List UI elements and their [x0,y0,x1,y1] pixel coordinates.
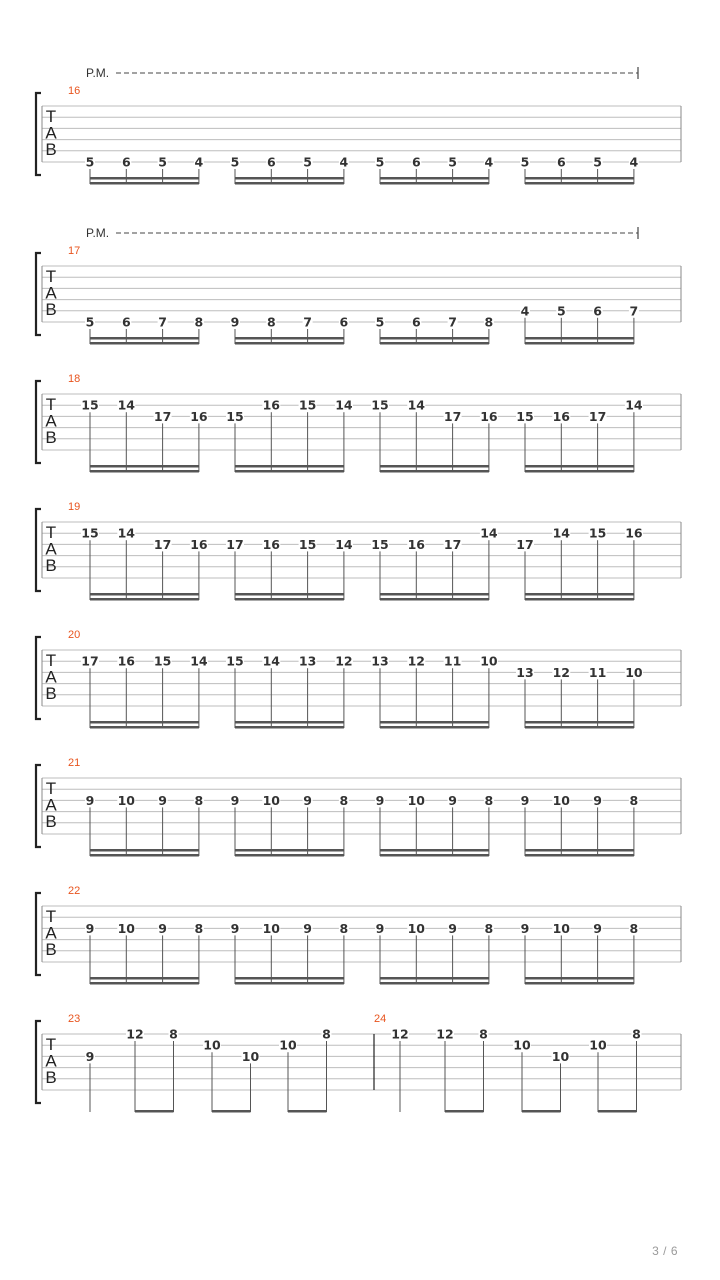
fret-number: 10 [203,1037,221,1053]
beam [380,854,489,857]
fret-number: 8 [339,792,349,808]
fret-number: 7 [448,314,457,330]
fret-number: 10 [513,1037,531,1053]
fret-number: 10 [241,1048,260,1064]
beam-secondary [525,849,634,852]
fret-number: 5 [85,314,95,330]
fret-number: 12 [407,653,426,669]
beam [235,598,344,601]
beam-secondary [525,977,634,980]
measure-number: 17 [68,245,81,257]
measure-number: 18 [68,373,81,385]
fret-number: 6 [121,154,131,170]
fret-number: 8 [632,1026,641,1042]
fret-number: 16 [262,536,281,552]
beam-secondary [235,593,344,596]
fret-number: 10 [552,792,571,808]
fret-number: 10 [551,1048,570,1064]
tab-clef-letter: B [45,556,57,575]
fret-number: 8 [194,920,204,936]
fret-number: 9 [85,920,95,936]
fret-number: 6 [339,314,349,330]
beam [380,470,489,473]
tab-clef-letter: B [45,140,57,159]
fret-number: 11 [443,653,462,669]
measure-number: 16 [68,85,81,97]
fret-number: 5 [230,154,240,170]
fret-number: 5 [593,154,602,170]
beam-secondary [380,977,489,980]
beam-secondary [235,849,344,852]
beam [235,982,344,985]
fret-number: 14 [625,397,643,413]
fret-number: 9 [520,920,530,936]
fret-number: 10 [480,653,498,669]
fret-number: 14 [552,525,571,541]
beam [90,470,199,473]
beam-secondary [235,977,344,980]
beam [235,854,344,857]
fret-number: 15 [516,408,534,424]
fret-number: 9 [303,920,312,936]
fret-number: 4 [520,303,530,319]
fret-number: 8 [194,792,204,808]
system-bracket [36,253,41,335]
fret-number: 11 [588,664,607,680]
beam-secondary [380,465,489,468]
fret-number: 16 [552,408,571,424]
fret-number: 4 [629,154,639,170]
fret-number: 6 [411,314,421,330]
tab-clef-letter: T [45,107,57,126]
fret-number: 9 [158,920,167,936]
fret-number: 16 [117,653,136,669]
fret-number: 10 [117,792,136,808]
beam-secondary [90,177,199,180]
fret-number: 6 [411,154,421,170]
tab-clef-letter: B [45,300,57,319]
beam-secondary [90,977,199,980]
beam [380,182,489,185]
system-bracket [36,509,41,591]
fret-number: 13 [298,653,317,669]
beam-secondary [380,337,489,340]
fret-number: 10 [407,792,426,808]
fret-number: 6 [266,154,276,170]
fret-number: 12 [335,653,353,669]
tab-clef-letter: T [45,779,57,798]
tab-clef-letter: A [45,923,57,943]
beam [525,598,634,601]
fret-number: 12 [552,664,571,680]
beam-secondary [525,593,634,596]
fret-number: 10 [262,920,281,936]
fret-number: 8 [484,920,494,936]
measure-number: 24 [374,1013,387,1025]
beam-secondary [380,177,489,180]
system-bracket [36,637,41,719]
fret-number: 17 [516,536,534,552]
fret-number: 8 [484,792,494,808]
beam [525,470,634,473]
beam-secondary [90,721,199,724]
fret-number: 10 [279,1037,297,1053]
fret-number: 9 [593,792,602,808]
beam-secondary [235,465,344,468]
fret-number: 8 [484,314,494,330]
beam-secondary [525,465,634,468]
system-bracket [36,765,41,847]
fret-number: 8 [339,920,349,936]
fret-number: 8 [629,920,639,936]
beam-secondary [90,849,199,852]
fret-number: 10 [589,1037,607,1053]
beam [525,854,634,857]
fret-number: 4 [339,154,349,170]
beam [235,182,344,185]
fret-number: 9 [158,792,167,808]
fret-number: 16 [190,408,208,424]
tab-clef-letter: T [45,1035,57,1054]
beam-secondary [235,337,344,340]
fret-number: 5 [375,314,385,330]
fret-number: 5 [556,303,566,319]
fret-number: 14 [262,653,281,669]
measure-number: 19 [68,501,81,513]
beam [90,854,199,857]
fret-number: 9 [230,920,240,936]
tab-clef-letter: B [45,812,57,831]
beam [90,598,199,601]
beam [235,342,344,345]
fret-number: 5 [448,154,457,170]
beam [525,182,634,185]
fret-number: 16 [407,536,426,552]
fret-number: 12 [436,1026,454,1042]
beam [90,726,199,729]
fret-number: 10 [262,792,281,808]
measure-number: 21 [68,757,81,769]
fret-number: 9 [448,920,457,936]
tab-clef-letter: A [45,667,57,687]
fret-number: 9 [85,1048,95,1064]
tab-clef-letter: T [45,523,57,542]
fret-number: 7 [629,303,639,319]
fret-number: 9 [303,792,312,808]
beam [235,470,344,473]
beam [598,1110,637,1113]
fret-number: 15 [298,536,317,552]
fret-number: 14 [117,397,136,413]
beam-secondary [235,177,344,180]
fret-number: 4 [194,154,204,170]
fret-number: 16 [190,536,208,552]
beam-secondary [525,721,634,724]
fret-number: 10 [552,920,571,936]
fret-number: 10 [117,920,136,936]
fret-number: 17 [588,408,607,424]
fret-number: 8 [629,792,639,808]
fret-number: 9 [375,920,385,936]
fret-number: 15 [371,536,389,552]
fret-number: 4 [484,154,494,170]
beam [288,1110,327,1113]
fret-number: 10 [625,664,643,680]
beam [90,982,199,985]
beam [525,342,634,345]
fret-number: 8 [194,314,204,330]
palm-mute-label: P.M. [86,226,110,240]
beam [380,598,489,601]
beam [235,726,344,729]
tab-clef-letter: A [45,1051,57,1071]
tab-clef-letter: T [45,395,57,414]
fret-number: 9 [375,792,385,808]
fret-number: 9 [520,792,530,808]
beam [380,982,489,985]
fret-number: 9 [230,792,240,808]
fret-number: 14 [117,525,136,541]
tab-clef-letter: A [45,539,57,559]
beam [90,182,199,185]
fret-number: 9 [230,314,240,330]
fret-number: 14 [480,525,498,541]
fret-number: 15 [588,525,607,541]
fret-number: 5 [375,154,385,170]
fret-number: 15 [81,525,99,541]
tab-clef-letter: A [45,411,57,431]
beam [522,1110,561,1113]
beam [380,342,489,345]
tab-clef-letter: T [45,267,57,286]
fret-number: 5 [520,154,530,170]
beam [380,726,489,729]
beam-secondary [380,721,489,724]
measure-number: 20 [68,629,81,641]
fret-number: 13 [516,664,534,680]
fret-number: 9 [85,792,95,808]
fret-number: 14 [407,397,426,413]
system-bracket [36,893,41,975]
fret-number: 7 [158,314,167,330]
beam [135,1110,174,1113]
fret-number: 5 [158,154,167,170]
tab-clef-letter: B [45,940,57,959]
page-number: 3 / 6 [652,1244,678,1258]
fret-number: 8 [322,1026,331,1042]
fret-number: 16 [625,525,643,541]
fret-number: 12 [391,1026,409,1042]
fret-number: 14 [335,536,353,552]
beam-secondary [235,721,344,724]
tab-clef-letter: A [45,795,57,815]
measure-number: 23 [68,1013,81,1025]
beam-secondary [525,337,634,340]
fret-number: 8 [266,314,276,330]
beam [212,1110,251,1113]
fret-number: 17 [443,536,462,552]
fret-number: 15 [153,653,172,669]
fret-number: 17 [153,408,172,424]
fret-number: 8 [169,1026,178,1042]
fret-number: 15 [298,397,317,413]
fret-number: 17 [443,408,462,424]
fret-number: 7 [303,314,312,330]
fret-number: 15 [226,408,244,424]
fret-number: 8 [479,1026,488,1042]
fret-number: 6 [121,314,131,330]
fret-number: 17 [153,536,172,552]
beam-secondary [380,849,489,852]
fret-number: 12 [126,1026,144,1042]
tab-clef-letter: T [45,651,57,670]
fret-number: 17 [81,653,99,669]
tab-clef-letter: A [45,123,57,143]
fret-number: 14 [335,397,353,413]
palm-mute-label: P.M. [86,66,110,80]
fret-number: 6 [556,154,566,170]
fret-number: 16 [262,397,281,413]
fret-number: 9 [593,920,602,936]
fret-number: 14 [190,653,208,669]
beam [445,1110,484,1113]
system-bracket [36,381,41,463]
tab-clef-letter: B [45,428,57,447]
system-bracket [36,93,41,175]
tab-clef-letter: B [45,1068,57,1087]
beam-secondary [380,593,489,596]
beam [90,342,199,345]
fret-number: 9 [448,792,457,808]
fret-number: 17 [226,536,244,552]
beam-secondary [90,337,199,340]
fret-number: 10 [407,920,426,936]
fret-number: 16 [480,408,498,424]
beam-secondary [90,465,199,468]
tab-clef-letter: A [45,283,57,303]
fret-number: 15 [226,653,244,669]
beam [525,982,634,985]
fret-number: 15 [371,397,389,413]
beam-secondary [525,177,634,180]
beam [525,726,634,729]
tab-clef-letter: B [45,684,57,703]
tab-clef-letter: T [45,907,57,926]
fret-number: 5 [85,154,95,170]
measure-number: 22 [68,885,81,897]
fret-number: 6 [593,303,602,319]
fret-number: 15 [81,397,99,413]
system-bracket [36,1021,41,1103]
fret-number: 13 [371,653,389,669]
fret-number: 5 [303,154,312,170]
beam-secondary [90,593,199,596]
